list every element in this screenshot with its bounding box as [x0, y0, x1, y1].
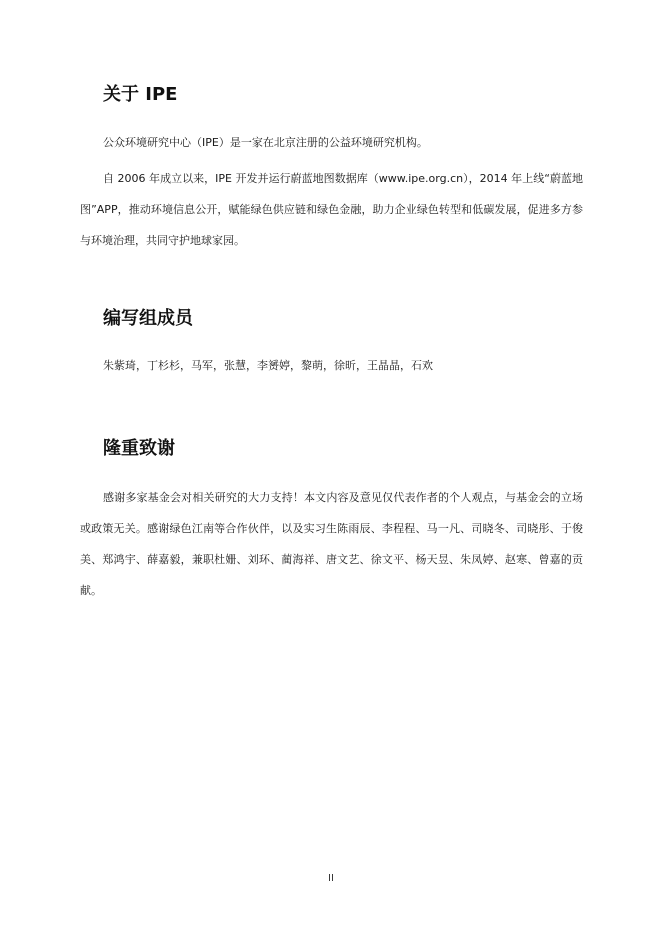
- page-number: II: [328, 873, 334, 884]
- about-paragraph-intro: 公众环境研究中心（IPE）是一家在北京注册的公益环境研究机构。: [103, 136, 428, 149]
- section-title-about: 关于 IPE: [103, 84, 178, 105]
- authors-list: 朱紫琦，丁杉杉，马军，张慧，李赟婷，黎萌，徐昕，王晶晶，石欢: [103, 359, 433, 372]
- about-paragraph-history: 自 2006 年成立以来，IPE 开发并运行蔚蓝地图数据库（www.ipe.org.cn），2014 年上线“蔚蓝地图”APP，推动环境信息公开，赋能绿色供应链和绿色金融，助力企业绿色转型和低碳发展，促进多方参与环境治理，共同守护地球家园。: [80, 172, 583, 247]
- section-title-authors: 编写组成员: [103, 308, 193, 329]
- acknowledgements-paragraph: 感谢多家基金会对相关研究的大力支持！本文内容及意见仅代表作者的个人观点，与基金会的立场或政策无关。感谢绿色江南等合作伙伴，以及实习生陈雨辰、李程程、马一凡、司晓冬、司晓彤、于俊美、郑鸿宇、薛嘉毅，兼职杜姗、刘环、蔺海祥、唐文艺、徐文平、杨天昱、朱凤婷、赵寒、曾嘉的贡献。: [80, 491, 583, 597]
- section-title-acknowledgements: 隆重致谢: [103, 438, 175, 459]
